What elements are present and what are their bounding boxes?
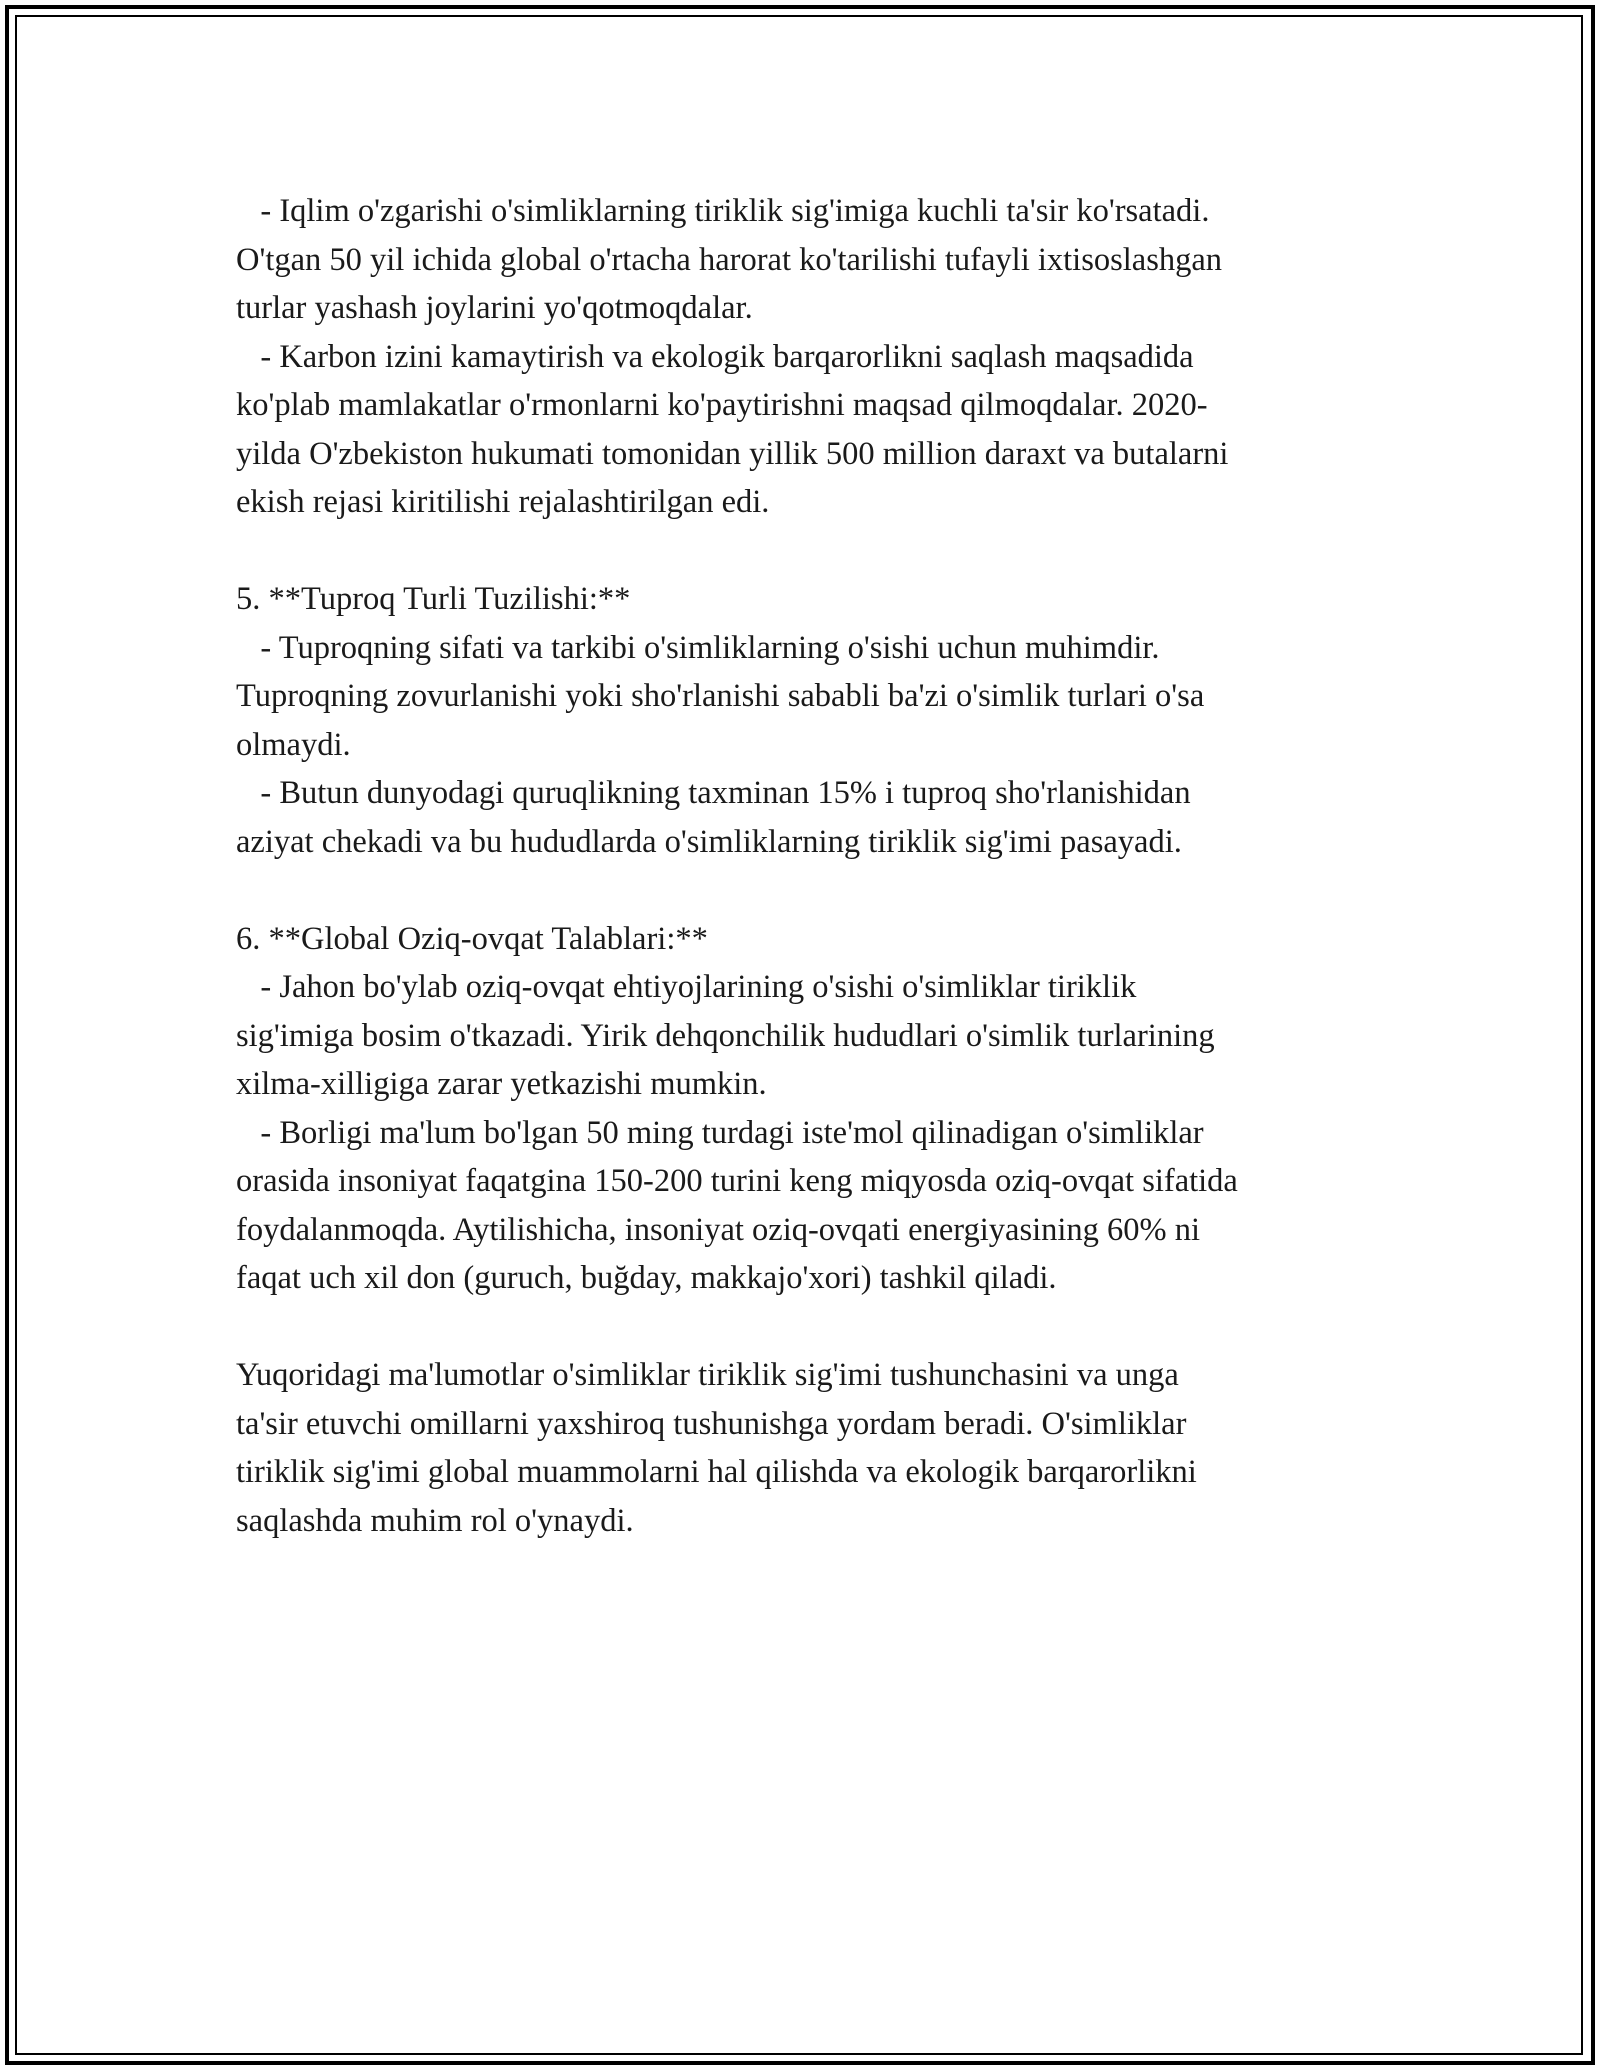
document-body <box>236 187 1386 1545</box>
text-line: yilda O'zbekiston hukumati tomonidan yillik 500 million daraxt va butalarni <box>236 435 1229 472</box>
conclusion-line: saqlashda muhim rol o'ynaydi. <box>236 1502 634 1539</box>
paragraph-gap <box>236 866 1386 915</box>
text-line: - Borligi ma'lum bo'lgan 50 ming turdagi iste'mol qilinadigan o'simliklar <box>236 1114 1204 1151</box>
text-line: turlar yashash joylarini yo'qotmoqdalar. <box>236 290 753 326</box>
text-line: foydalanmoqda. Aytilishicha, insoniyat oziq-ovqati energiyasining 60% ni <box>236 1211 1201 1248</box>
text-line: - Tuproqning sifati va tarkibi o'simliklarning o'sishi uchun muhimdir. <box>236 629 1160 666</box>
text-line: - Karbon izini kamaytirish va ekologik barqarorlikni saqlash maqsadida <box>236 338 1194 375</box>
text-line: ko'plab mamlakatlar o'rmonlarni ko'paytirishni maqsad qilmoqdalar. 2020- <box>236 387 1208 423</box>
section-heading-6: 6. **Global Oziq-ovqat Talablari:** <box>236 920 708 957</box>
text-line: ekish rejasi kiritilishi rejalashtirilgan edi. <box>236 484 770 520</box>
text-line: - Jahon bo'ylab oziq-ovqat ehtiyojlarining o'sishi o'simliklar tiriklik <box>236 969 1137 1005</box>
conclusion-line: tiriklik sig'imi global muammolarni hal qilishda va ekologik barqarorlikni <box>236 1454 1197 1490</box>
text-line: aziyat chekadi va bu hududlarda o'simliklarning tiriklik sig'imi pasayadi. <box>236 823 1182 860</box>
section-heading-5: 5. **Tuproq Turli Tuzilishi:** <box>236 581 631 617</box>
paragraph-gap <box>236 1303 1386 1352</box>
conclusion-line: Yuqoridagi ma'lumotlar o'simliklar tiriklik sig'imi tushunchasini va unga <box>236 1357 1179 1393</box>
paragraph-gap <box>236 527 1386 576</box>
text-line: Tuproqning zovurlanishi yoki sho'rlanishi sababli ba'zi o'simlik turlari o'sa <box>236 678 1205 714</box>
text-line: sig'imiga bosim o'tkazadi. Yirik dehqonchilik hududlari o'simlik turlarining <box>236 1017 1215 1054</box>
text-line: xilma-xilligiga zarar yetkazishi mumkin. <box>236 1066 767 1102</box>
text-line: - Iqlim o'zgarishi o'simliklarning tiriklik sig'imiga kuchli ta'sir ko'rsatadi. <box>236 193 1210 229</box>
conclusion-line: ta'sir etuvchi omillarni yaxshiroq tushunishga yordam beradi. O'simliklar <box>236 1405 1187 1442</box>
text-line: - Butun dunyodagi quruqlikning taxminan 15% i tuproq sho'rlanishidan <box>236 775 1191 811</box>
text-line: faqat uch xil don (guruch, buğday, makkajo'xori) tashkil qiladi. <box>236 1260 1057 1296</box>
text-line: orasida insoniyat faqatgina 150-200 turini keng miqyosda oziq-ovqat sifatida <box>236 1163 1238 1199</box>
text-line: O'tgan 50 yil ichida global o'rtacha harorat ko'tarilishi tufayli ixtisoslashgan <box>236 241 1223 278</box>
text-line: olmaydi. <box>236 726 351 763</box>
